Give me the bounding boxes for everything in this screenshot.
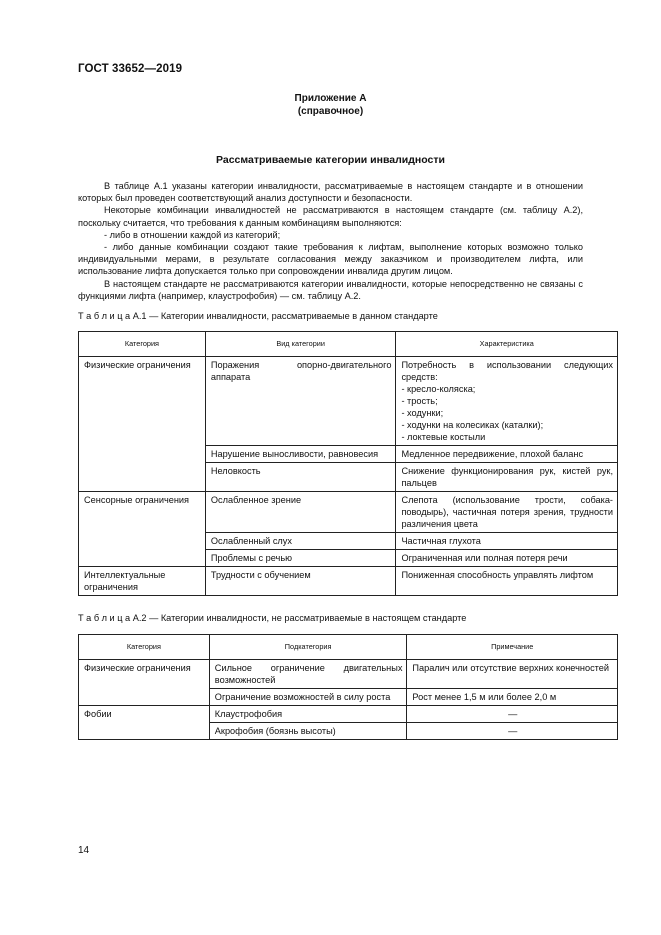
page-number: 14: [78, 845, 90, 856]
table1-caption: [78, 311, 438, 321]
table-row: [79, 492, 618, 533]
section-title: Рассматриваемые категории инвалидности: [216, 154, 445, 166]
column-header: Категория: [79, 635, 210, 660]
table-caption-prefix: Т а б л и ц а: [78, 311, 131, 321]
kind-cell: Проблемы с речью: [205, 550, 396, 567]
table-row: [79, 567, 618, 596]
column-header: Примечание: [407, 635, 618, 660]
kind-cell: Поражения опорно-двигательного аппарата: [205, 357, 396, 446]
table-caption-text: А.1 — Категории инвалидности, рассматриваемые в данном стандарте: [132, 311, 438, 321]
kind-cell: Ослабленный слух: [205, 533, 396, 550]
note-cell: Рост менее 1,5 м или более 2,0 м: [407, 689, 618, 706]
paragraph: - либо данные комбинации создают такие требования к лифтам, выполнение которых возможно только индивидуальными мерами, в результате согласования между заказчиком и производителем лифта, или использование лифта допускается только при сопровождении инвалида другим лицом.: [78, 242, 583, 277]
note-cell: Паралич или отсутствие верхних конечностей: [407, 660, 618, 689]
kind-cell: Ослабленное зрение: [205, 492, 396, 533]
table-header-row: [79, 635, 618, 660]
list-item: Потребность в использовании следующих средств:: [401, 360, 613, 382]
subcategory-cell: Ограничение возможностей в силу роста: [209, 689, 407, 706]
subcategory-cell: Акрофобия (боязнь высоты): [209, 723, 407, 740]
category-cell: Интеллектуальные ограничения: [79, 567, 206, 596]
category-cell: Физические ограничения: [79, 660, 210, 706]
column-header: Подкатегория: [209, 635, 407, 660]
paragraph: В таблице А.1 указаны категории инвалидности, рассматриваемые в настоящем стандарте и в отношении которых был проведен соответствующий анализ доступности и безопасности.: [78, 181, 583, 204]
table2-caption: [78, 613, 466, 623]
subcategory-cell: Сильное ограничение двигательных возможностей: [209, 660, 407, 689]
table-row: [79, 357, 618, 446]
column-header: Вид категории: [205, 332, 396, 357]
note-cell: —: [407, 706, 618, 723]
category-cell: Физические ограничения: [79, 357, 206, 492]
table-caption-prefix: Т а б л и ц а: [78, 613, 131, 623]
appendix-subtitle: (справочное): [297, 106, 364, 117]
intro-text: [78, 180, 583, 302]
list-item: - кресло-коляска;: [401, 384, 476, 394]
table1: [78, 331, 618, 596]
table-row: [79, 706, 618, 723]
table2: [78, 634, 618, 740]
kind-cell: Неловкость: [205, 463, 396, 492]
column-header: Характеристика: [396, 332, 618, 357]
list-item: - локтевые костыли: [401, 432, 486, 442]
characteristic-cell: Снижение функционирования рук, кистей рук, пальцев: [396, 463, 618, 492]
appendix-title: Приложение А: [294, 93, 367, 104]
characteristic-cell: Слепота (использование трости, собака-поводырь), частичная потеря зрения, трудности различения цвета: [396, 492, 618, 533]
table-caption-text: А.2 — Категории инвалидности, не рассматриваемые в настоящем стандарте: [132, 613, 467, 623]
kind-cell: Нарушение выносливости, равновесия: [205, 446, 396, 463]
paragraph: - либо в отношении каждой из категорий;: [104, 229, 281, 240]
characteristic-cell: Пониженная способность управлять лифтом: [396, 567, 618, 596]
column-header: Категория: [79, 332, 206, 357]
characteristic-cell: Медленное передвижение, плохой баланс: [396, 446, 618, 463]
paragraph: Некоторые комбинации инвалидностей не рассматриваются в настоящем стандарте (см. таблицу А.2), поскольку считается, что требования к данным комбинациям выполняются:: [78, 205, 583, 228]
paragraph: В настоящем стандарте не рассматриваются категории инвалидности, которые непосредственно не связаны с функциями лифта (например, клаустрофобия) — см. таблицу А.2.: [78, 278, 583, 301]
kind-cell: Трудности с обучением: [205, 567, 396, 596]
category-cell: Сенсорные ограничения: [79, 492, 206, 567]
table-row: [79, 660, 618, 689]
list-item: - трость;: [401, 396, 438, 406]
characteristic-cell: Частичная глухота: [396, 533, 618, 550]
list-item: - ходунки;: [401, 408, 444, 418]
document-id: ГОСТ 33652—2019: [78, 63, 183, 75]
table-header-row: [79, 332, 618, 357]
category-cell: Фобии: [79, 706, 210, 740]
subcategory-cell: Клаустрофобия: [209, 706, 407, 723]
list-item: - ходунки на колесиках (каталки);: [401, 420, 544, 430]
note-cell: —: [407, 723, 618, 740]
characteristic-cell: Ограниченная или полная потеря речи: [396, 550, 618, 567]
characteristic-cell: [396, 357, 618, 446]
